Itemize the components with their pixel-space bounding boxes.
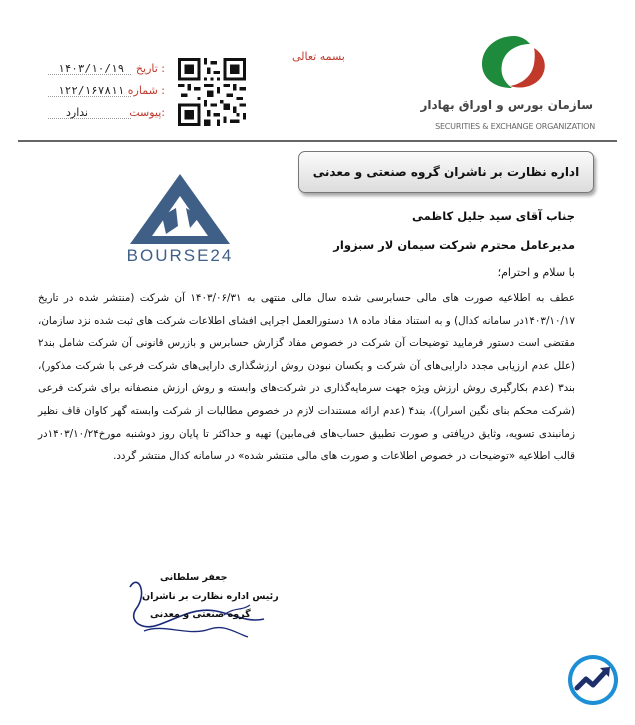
meta-attachment-row bbox=[30, 106, 165, 128]
seo-logo-icon bbox=[474, 30, 554, 92]
qr-code-icon bbox=[178, 58, 246, 126]
meta-number-value: ۱۲۲/۱۶۷۸۱۱ bbox=[58, 84, 125, 97]
meta-attachment-label: پیوست: bbox=[129, 106, 165, 119]
meta-attachment-value: ندارد bbox=[66, 106, 89, 119]
header-divider bbox=[18, 140, 617, 142]
signer-title-line2: گروه صنعتی و معدنی bbox=[150, 609, 251, 620]
meta-date-row bbox=[30, 62, 165, 84]
meta-date-value: ۱۴۰۳/۱۰/۱۹ bbox=[58, 62, 125, 75]
letter-meta bbox=[30, 62, 165, 128]
bismillah-heading: بسمه تعالی bbox=[292, 50, 345, 63]
meta-number-label: شماره : bbox=[127, 84, 165, 97]
org-name-fa: سازمان بورس و اوراق بهادار bbox=[420, 98, 593, 112]
signer-title-line1: رئیس اداره نظارت بر ناشران bbox=[142, 591, 279, 602]
letter-body: عطف به اطلاعیه صورت های مالی حسابرسی شده سال مالی منتهی به ۱۴۰۳/۰۶/۳۱ آن شرکت (منتشر شده در تاریخ ۱۴۰۳/۱۰/۱۷در سامانه کدال) و به استناد مفاد ماده ۱۸ دستورالعمل اجرایی افشای اطلاعات شرکت های ثبت شده نزد سازمان، مقتضی است دستور فرمایید توضیحات آن شرکت در خصوص مفاد گزارش حسابرس و بازرس قانونی آن شرکت شامل بند۲ (علل عدم ارزیابی مجدد دارایی‌های آن شرکت و یکسان نبودن روش ارزشگذاری دارایی‌های شرکت فرعی با شرکت مذکور)، بند۳ (عدم بکارگیری روش ارزش ویژه جهت سرمایه‌گذاری در شرکت‌های وابسته و روش ارزش منصفانه برای شرکت فرعی (شرکت محکم بنای نگین اسرار))، بند۴ (عدم ارائه مستندات لازم در خصوص مطالبات از شرکت وابسته گهر کاوان قاف نظیر زمانبندی تسویه، وثایق دریافتی و صورت تطبیق حساب‌های فی‌مابین) تهیه و حداکثر تا پایان روز دوشنبه مورخ۱۴۰۳/۱۰/۲۴در قالب اطلاعیه «توضیحات در خصوص اطلاعات و صورت های مالی منتشر شده» در سامانه کدال منتشر گردد. bbox=[38, 292, 576, 463]
addressee-title: مدیرعامل محترم شرکت سیمان لار سبزوار bbox=[333, 238, 575, 252]
bourse-trend-logo-icon bbox=[566, 653, 620, 707]
bourse24-wordmark: BOURSE24 bbox=[126, 246, 234, 265]
department-box: اداره نظارت بر ناشران گروه صنعتی و معدنی bbox=[298, 151, 594, 193]
meta-date-label: تاریخ : bbox=[135, 62, 165, 75]
org-name-en: SECURITIES & EXCHANGE ORGANIZATION bbox=[435, 122, 595, 131]
meta-number-row bbox=[30, 84, 165, 106]
signer-name: جعفر سلطانی bbox=[160, 572, 228, 583]
greeting: با سلام و احترام؛ bbox=[497, 266, 575, 279]
addressee-name: جناب آقای سید جلیل کاظمی bbox=[412, 209, 575, 223]
